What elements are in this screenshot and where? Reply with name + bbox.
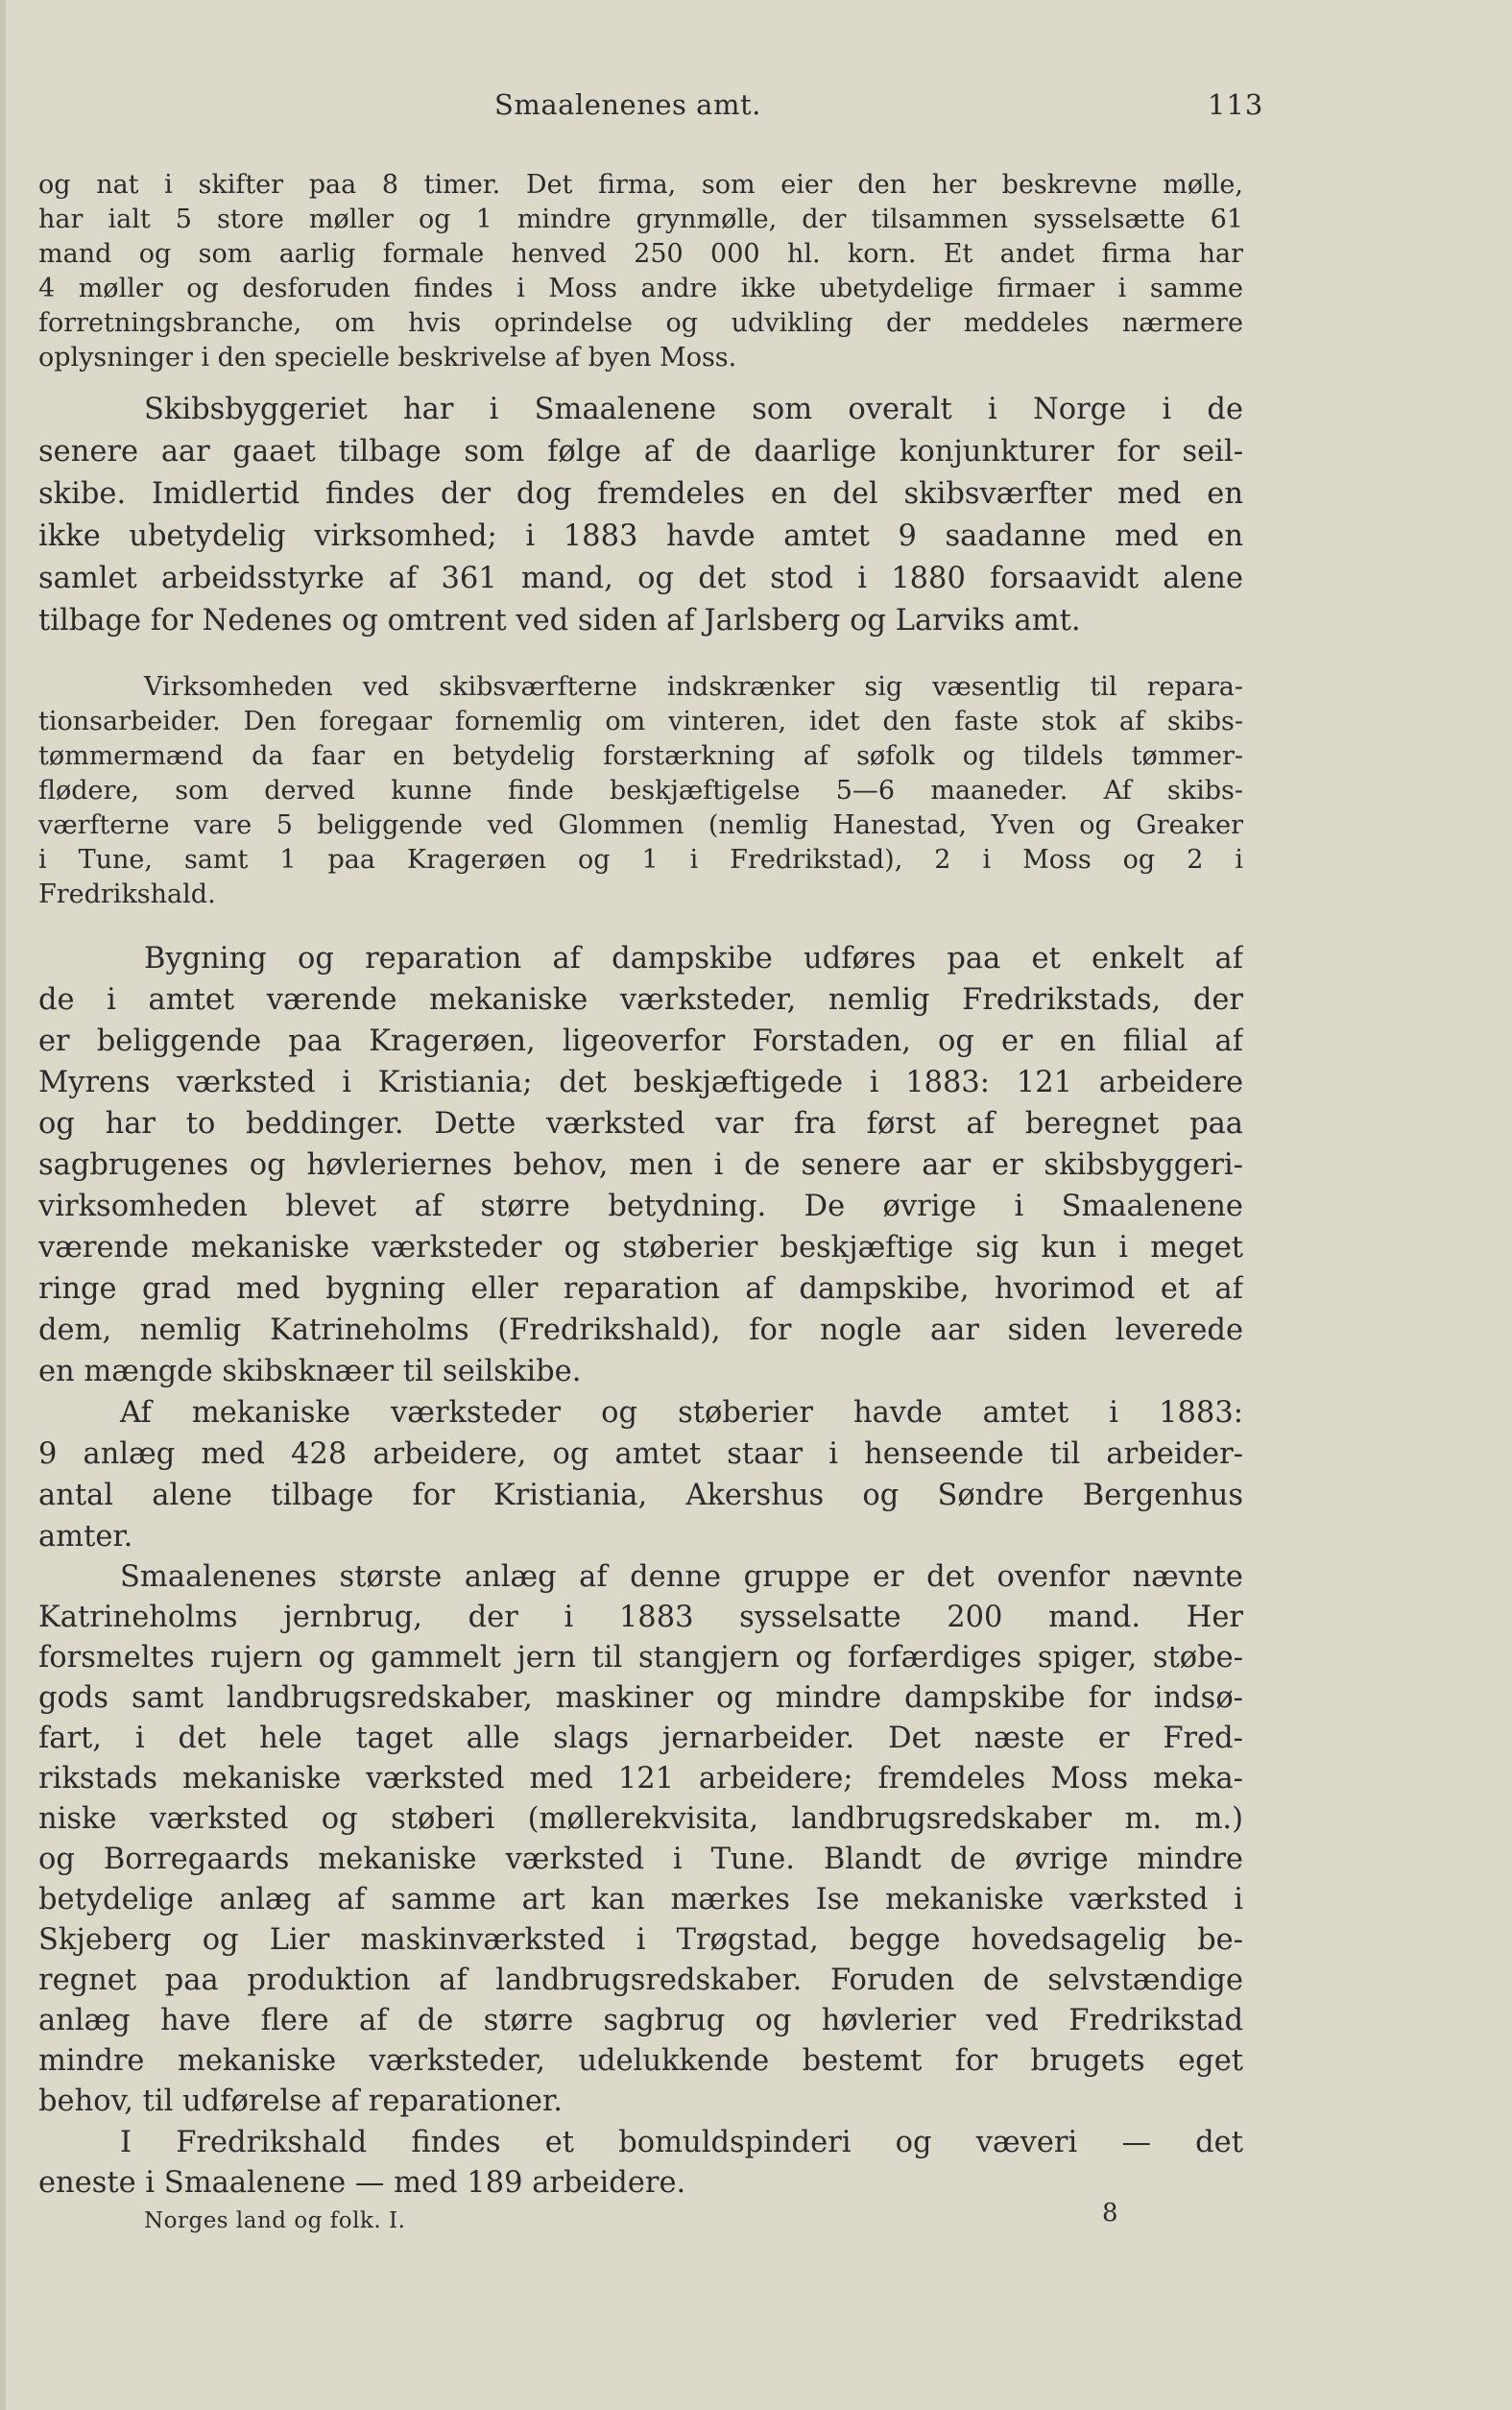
text-line: Fredrikshald.: [38, 880, 216, 909]
text-line: niske værksted og støberi (møllerekvisita, landbrugsredskaber m. m.): [38, 1802, 1243, 1836]
text-line: en mængde skibsknæer til seilskibe.: [38, 1355, 582, 1388]
text-line: tømmermænd da faar en betydelig forstærkning af søfolk og tildels tømmer-: [38, 741, 1243, 771]
text-line: flødere, som derved kunne finde beskjæftigelse 5—6 maaneder. Af skibs-: [38, 776, 1243, 806]
text-line: senere aar gaaet tilbage som følge af de daarlige konjunkturer for seil-: [38, 435, 1243, 469]
text-line: antal alene tilbage for Kristiania, Akershus og Søndre Bergenhus: [38, 1479, 1243, 1512]
footer-source: Norges land og folk. I.: [144, 2208, 406, 2233]
text-line: og har to beddinger. Dette værksted var fra først af beregnet paa: [38, 1107, 1243, 1141]
text-line: I Fredrikshald findes et bomuldspinderi og væveri — det: [120, 2126, 1243, 2159]
text-line: sagbrugenes og høvleriernes behov, men i de senere aar er skibsbyggeri-: [38, 1148, 1243, 1182]
text-line: Smaalenenes største anlæg af denne gruppe er det ovenfor nævnte: [120, 1560, 1243, 1594]
text-line: 4 møller og desforuden findes i Moss andre ikke ubetydelige firmaer i samme: [38, 274, 1243, 303]
text-line: har ialt 5 store møller og 1 mindre grynmølle, der tilsammen sysselsætte 61: [38, 205, 1243, 234]
text-line: dem, nemlig Katrineholms (Fredrikshald), for nogle aar siden leverede: [38, 1313, 1243, 1347]
text-line: Skibsbyggeriet har i Smaalenene som overalt i Norge i de: [144, 393, 1243, 426]
text-line: Katrineholms jernbrug, der i 1883 sysselsatte 200 mand. Her: [38, 1601, 1243, 1634]
text-line: mindre mekaniske værksteder, udelukkende bestemt for brugets eget: [38, 2044, 1243, 2078]
page-edge: [0, 0, 6, 2410]
text-line: eneste i Smaalenene — med 189 arbeidere.: [38, 2166, 686, 2200]
running-header: [38, 88, 1264, 127]
text-line: Virksomheden ved skibsværfterne indskrænker sig væsentlig til repara-: [144, 672, 1243, 702]
text-line: anlæg have flere af de større sagbrug og høvlerier ved Fredrikstad: [38, 2004, 1243, 2037]
text-line: amter.: [38, 1520, 133, 1554]
text-line: tilbage for Nedenes og omtrent ved siden af Jarlsberg og Larviks amt.: [38, 604, 1081, 638]
text-line: ikke ubetydelig virksomhed; i 1883 havde amtet 9 saadanne med en: [38, 519, 1243, 553]
text-line: værende mekaniske værksteder og støberier beskjæftige sig kun i meget: [38, 1231, 1243, 1265]
page-number: 113: [1208, 88, 1264, 121]
text-line: oplysninger i den specielle beskrivelse af byen Moss.: [38, 343, 737, 373]
header-title: Smaalenenes amt.: [494, 88, 761, 121]
text-line: og Borregaards mekaniske værksted i Tune. Blandt de øvrige mindre: [38, 1843, 1243, 1876]
text-line: mand og som aarlig formale henved 250 000 hl. korn. Et andet firma har: [38, 239, 1243, 269]
text-line: Skjeberg og Lier maskinværksted i Trøgstad, begge hovedsagelig be-: [38, 1923, 1243, 1957]
text-line: og nat i skifter paa 8 timer. Det firma, som eier den her beskrevne mølle,: [38, 170, 1243, 200]
text-line: forretningsbranche, om hvis oprindelse og udvikling der meddeles nærmere: [38, 308, 1243, 338]
text-line: Myrens værksted i Kristiania; det beskjæftigede i 1883: 121 arbeidere: [38, 1066, 1243, 1099]
text-line: Af mekaniske værksteder og støberier havde amtet i 1883:: [120, 1396, 1243, 1430]
text-line: regnet paa produktion af landbrugsredskaber. Foruden de selvstændige: [38, 1964, 1243, 1997]
text-line: betydelige anlæg af samme art kan mærkes Ise mekaniske værksted i: [38, 1883, 1243, 1916]
text-line: samlet arbeidsstyrke af 361 mand, og det stod i 1880 forsaavidt alene: [38, 562, 1243, 595]
text-line: fart, i det hele taget alle slags jernarbeider. Det næste er Fred-: [38, 1722, 1243, 1755]
text-line: er beliggende paa Kragerøen, ligeoverfor Forstaden, og er en filial af: [38, 1024, 1243, 1058]
text-line: tionsarbeider. Den foregaar fornemlig om vinteren, idet den faste stok af skibs-: [38, 707, 1243, 736]
signature-mark: 8: [1102, 2199, 1118, 2228]
text-line: ringe grad med bygning eller reparation af dampskibe, hvorimod et af: [38, 1272, 1243, 1306]
text-line: rikstads mekaniske værksted med 121 arbeidere; fremdeles Moss meka-: [38, 1762, 1243, 1795]
text-line: de i amtet værende mekaniske værksteder, nemlig Fredrikstads, der: [38, 983, 1243, 1017]
text-line: virksomheden blevet af større betydning. De øvrige i Smaalenene: [38, 1190, 1243, 1223]
text-line: forsmeltes rujern og gammelt jern til stangjern og forfærdiges spiger, støbe-: [38, 1641, 1243, 1675]
text-line: skibe. Imidlertid findes der dog fremdeles en del skibsværfter med en: [38, 477, 1243, 511]
text-line: værfterne vare 5 beliggende ved Glommen (nemlig Hanestad, Yven og Greaker: [38, 810, 1243, 840]
text-line: gods samt landbrugsredskaber, maskiner og mindre dampskibe for indsø-: [38, 1681, 1243, 1715]
text-line: i Tune, samt 1 paa Kragerøen og 1 i Fredrikstad), 2 i Moss og 2 i: [38, 845, 1243, 875]
text-line: Bygning og reparation af dampskibe udføres paa et enkelt af: [144, 942, 1243, 976]
text-line: 9 anlæg med 428 arbeidere, og amtet staar i henseende til arbeider-: [38, 1437, 1243, 1471]
text-line: behov, til udførelse af reparationer.: [38, 2085, 563, 2118]
